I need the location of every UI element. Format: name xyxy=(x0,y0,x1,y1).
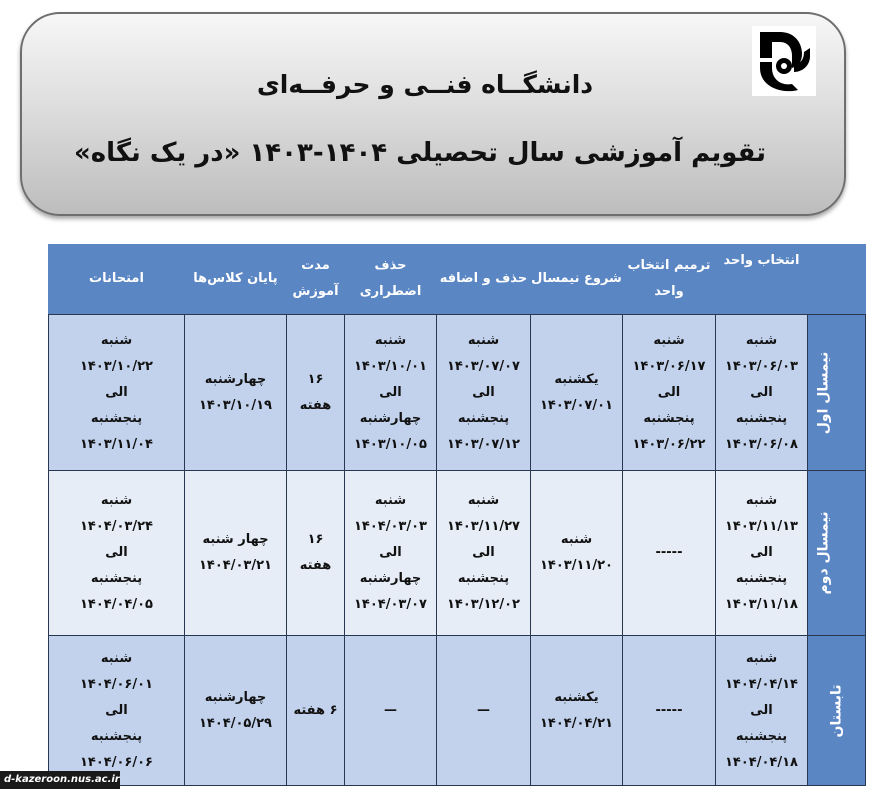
table-row xyxy=(49,636,866,786)
header-exams: امتحانات xyxy=(49,244,185,315)
cell-duration: ۶ هفته xyxy=(287,636,345,786)
cell-exams: شنبه ۱۴۰۳/۱۰/۲۲ الی پنجشنبه ۱۴۰۳/۱۱/۰۴ xyxy=(49,315,185,471)
cell-exams: شنبه ۱۴۰۴/۰۶/۰۱ الی پنجشنبه ۱۴۰۴/۰۶/۰۶ xyxy=(49,636,185,786)
semester-label: نیمسال اول xyxy=(808,315,866,471)
page-title: تقویم آموزشی سال تحصیلی ۱۴۰۴-۱۴۰۳ «در یک نگاه» xyxy=(73,138,767,168)
cell-start: شنبه ۱۴۰۳/۱۱/۲۰ xyxy=(531,471,623,636)
cell-start: یکشنبه ۱۴۰۴/۰۴/۲۱ xyxy=(531,636,623,786)
cell-selection: شنبه ۱۴۰۴/۰۴/۱۴ الی پنجشنبه ۱۴۰۴/۰۴/۱۸ xyxy=(716,636,808,786)
header-emergency-drop: حذف اضطراری xyxy=(345,244,437,315)
cell-start: یکشنبه ۱۴۰۳/۰۷/۰۱ xyxy=(531,315,623,471)
cell-selection: شنبه ۱۴۰۳/۰۶/۰۳ الی پنجشنبه ۱۴۰۳/۰۶/۰۸ xyxy=(716,315,808,471)
cell-add-drop: — xyxy=(437,636,531,786)
cell-classes-end: چهارشنبه ۱۴۰۳/۱۰/۱۹ xyxy=(185,315,287,471)
cell-revision: شنبه ۱۴۰۳/۰۶/۱۷ الی پنجشنبه ۱۴۰۳/۰۶/۲۲ xyxy=(623,315,716,471)
table-header-row xyxy=(49,244,866,315)
cell-add-drop: شنبه ۱۴۰۳/۰۷/۰۷ الی پنجشنبه ۱۴۰۳/۰۷/۱۲ xyxy=(437,315,531,471)
table-row xyxy=(49,315,866,471)
header-semester-start: شروع نیمسال xyxy=(531,244,623,315)
cell-revision: ----- xyxy=(623,636,716,786)
header-unit-selection: انتخاب واحد xyxy=(716,244,808,315)
cell-classes-end: چهار شنبه ۱۴۰۴/۰۳/۲۱ xyxy=(185,471,287,636)
cell-classes-end: چهارشنبه ۱۴۰۴/۰۵/۲۹ xyxy=(185,636,287,786)
header-classes-end: پایان کلاس‌ها xyxy=(185,244,287,315)
table-row xyxy=(49,471,866,636)
cell-revision: ----- xyxy=(623,471,716,636)
cell-exams: شنبه ۱۴۰۴/۰۳/۲۴ الی پنجشنبه ۱۴۰۴/۰۴/۰۵ xyxy=(49,471,185,636)
header-selection-revision: ترمیم انتخاب واحد xyxy=(623,244,716,315)
header-duration: مدت آموزش xyxy=(287,244,345,315)
semester-label: نیمسال دوم xyxy=(808,471,866,636)
cell-selection: شنبه ۱۴۰۳/۱۱/۱۳ الی پنجشنبه ۱۴۰۳/۱۱/۱۸ xyxy=(716,471,808,636)
header-add-drop: حذف و اضافه xyxy=(437,244,531,315)
university-name: دانشگــاه فنــی و حرفــه‌ای xyxy=(256,70,594,99)
title-banner xyxy=(20,12,846,216)
site-watermark: d-kazeroon.nus.ac.ir xyxy=(0,771,120,789)
cell-emergency-drop: — xyxy=(345,636,437,786)
academic-calendar-table xyxy=(48,244,866,786)
semester-label: تابستان xyxy=(808,636,866,786)
cell-duration: ۱۶ هفته xyxy=(287,471,345,636)
cell-emergency-drop: شنبه ۱۴۰۳/۱۰/۰۱ الی چهارشنبه ۱۴۰۳/۱۰/۰۵ xyxy=(345,315,437,471)
cell-add-drop: شنبه ۱۴۰۳/۱۱/۲۷ الی پنجشنبه ۱۴۰۳/۱۲/۰۲ xyxy=(437,471,531,636)
header-semester xyxy=(808,244,866,315)
cell-emergency-drop: شنبه ۱۴۰۴/۰۳/۰۳ الی چهارشنبه ۱۴۰۴/۰۳/۰۷ xyxy=(345,471,437,636)
cell-duration: ۱۶ هفته xyxy=(287,315,345,471)
